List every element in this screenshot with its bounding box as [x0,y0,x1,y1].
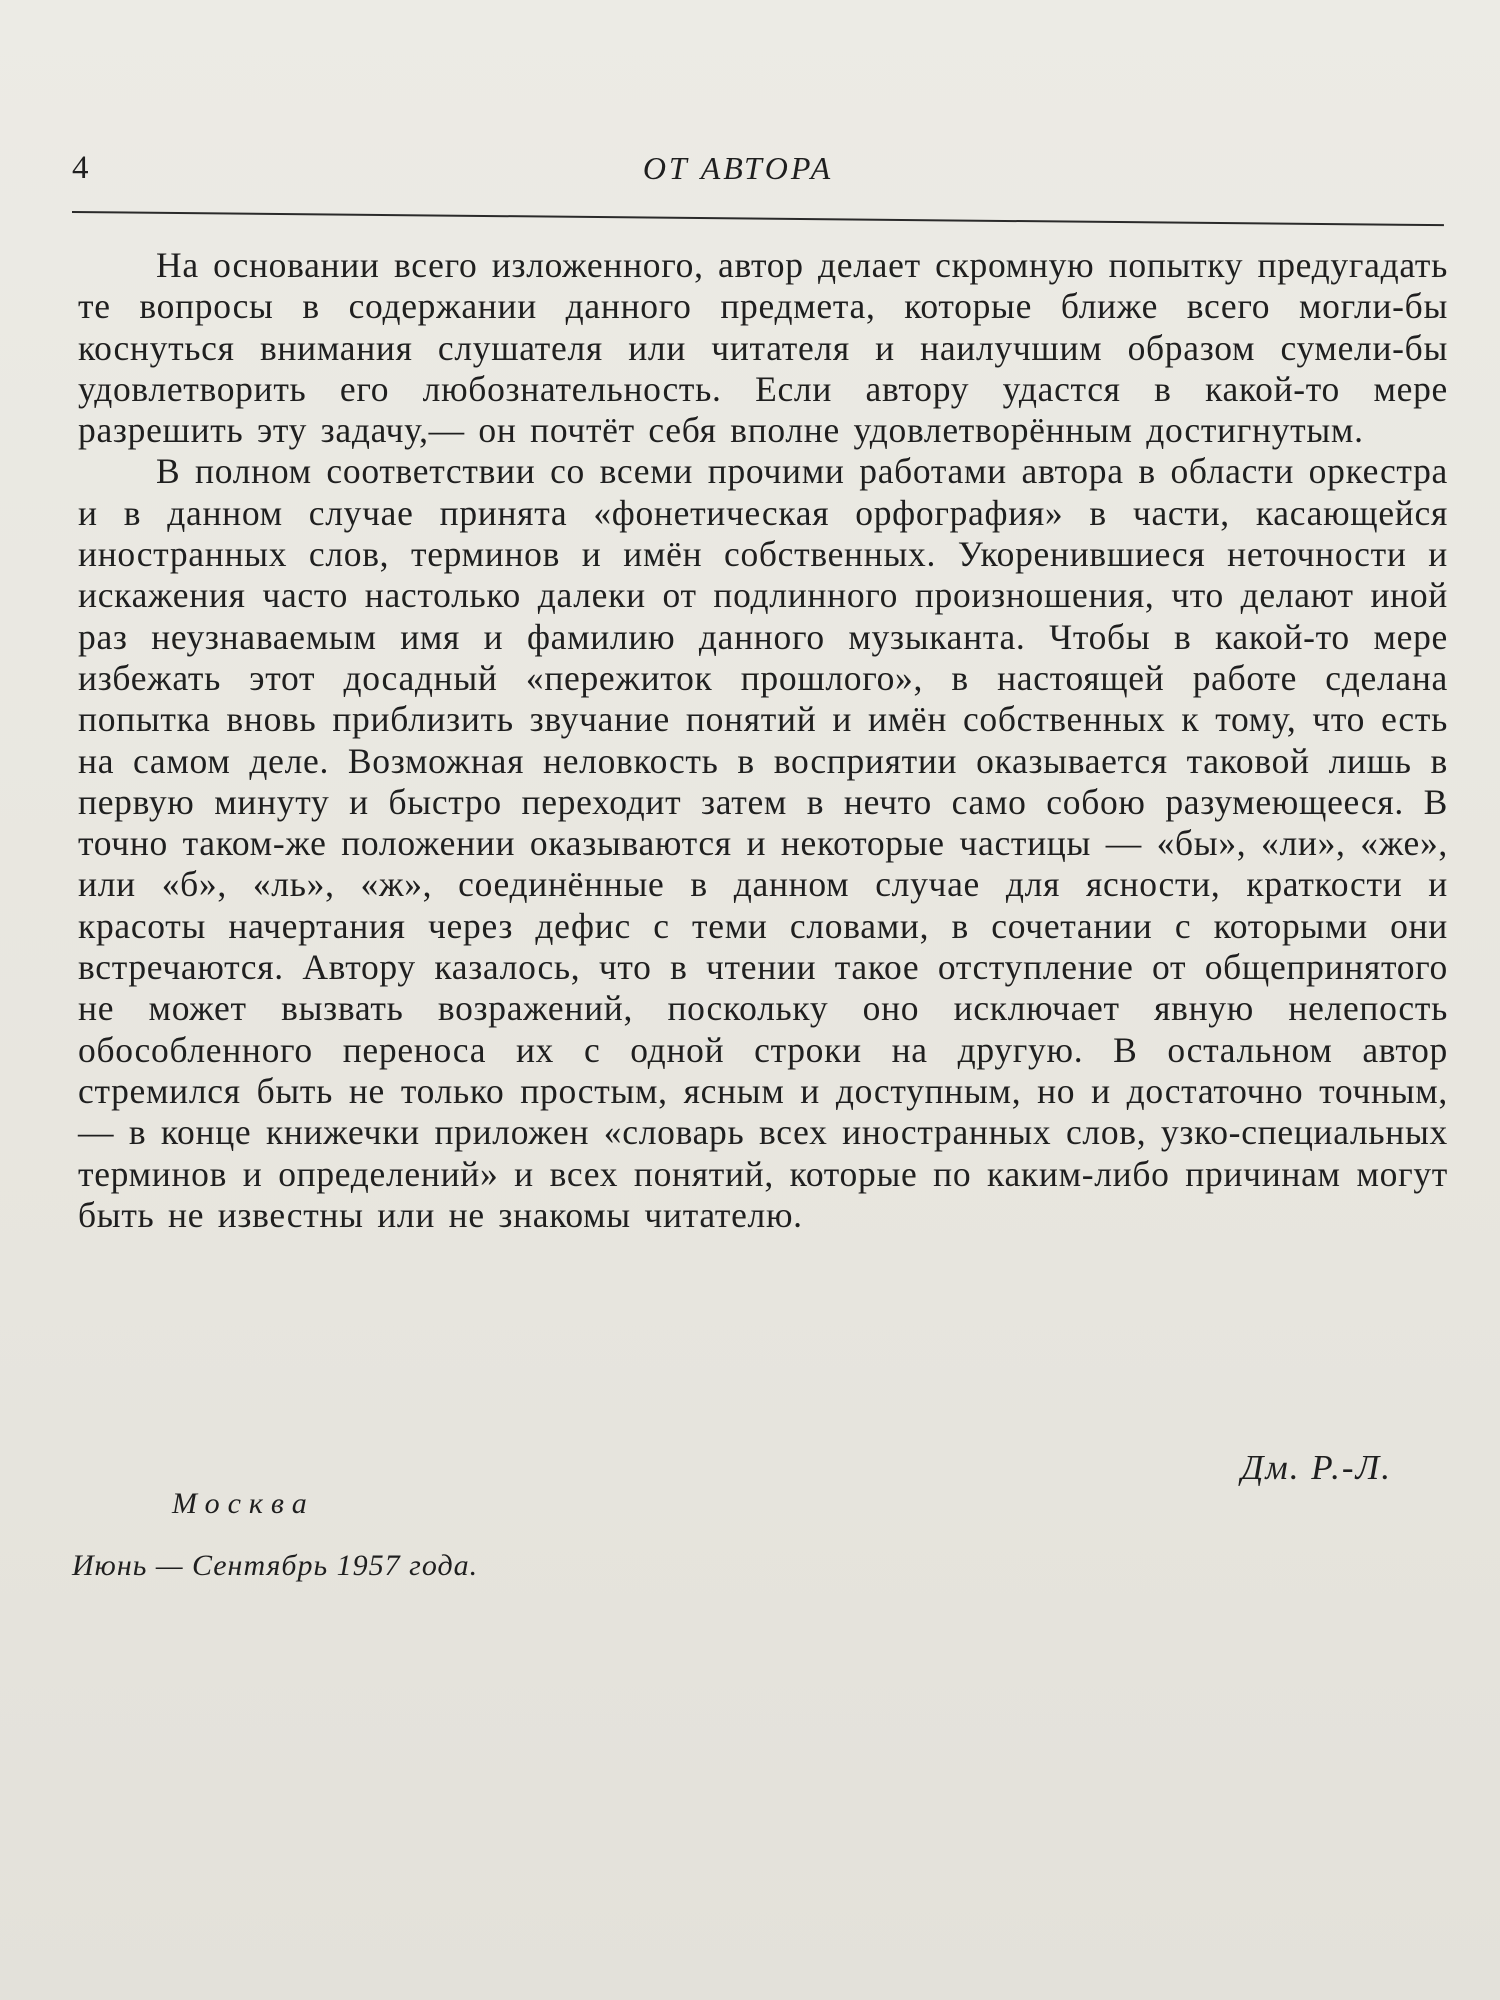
paragraph: На основании всего изложенного, автор делает скромную попытку предугадать те вопросы в содержании данного предмета, которые ближе всего могли-бы коснуться внимания слушателя или читателя и наилучшим образом сумели-бы удовлетворить его любознательность. Если автору удастся в какой-то мере разрешить эту задачу,— он почтёт себя вполне удовлетворённым достигнутым. [78,245,1448,451]
author-signature: Дм. Р.-Л. [1241,1448,1392,1487]
body-text [78,245,1448,1236]
paragraph: В полном соответствии со всеми прочими работами автора в области оркестра и в данном случае принята «фонетическая орфография» в части, касающейся иностранных слов, терминов и имён собственных. Укоренившиеся неточности и искажения часто настолько далеки от подлинного произношения, что делают иной раз неузнаваемым имя и фамилию данного музыканта. Чтобы в какой-то мере избежать этот досадный «пережиток прошлого», в настоящей работе сделана попытка вновь приблизить звучание понятий и имён собственных к тому, что есть на самом деле. Возможная неловкость в восприятии оказывается таковой лишь в первую минуту и быстро переходит затем в нечто само собою разумеющееся. В точно таком-же положении оказываются и некоторые частицы — «бы», «ли», «же», или «б», «ль», «ж», соединённые в данном случае для ясности, краткости и красоты начертания через дефис с теми словами, в сочетании с которыми они встречаются. Автору казалось, что в чтении такое отступление от общепринятого не может вызвать возражений, поскольку оно исключает явную нелепость обособленного переноса их с одной строки на другую. В остальном автор стремился быть не только простым, ясным и доступным, но и достаточно точным, — в конце книжечки приложен «словарь всех иностранных слов, узко-специальных терминов и определений» и всех понятий, которые по каким-либо причинам могут быть не известны или не знакомы читателю. [78,451,1448,1235]
page-number: 4 [72,150,89,186]
running-title: ОТ АВТОРА [642,150,834,186]
place-line: Москва [172,1487,315,1520]
page-header [72,148,1444,198]
date-line: Июнь — Сентябрь 1957 года. [72,1549,479,1582]
header-rule [72,211,1444,226]
